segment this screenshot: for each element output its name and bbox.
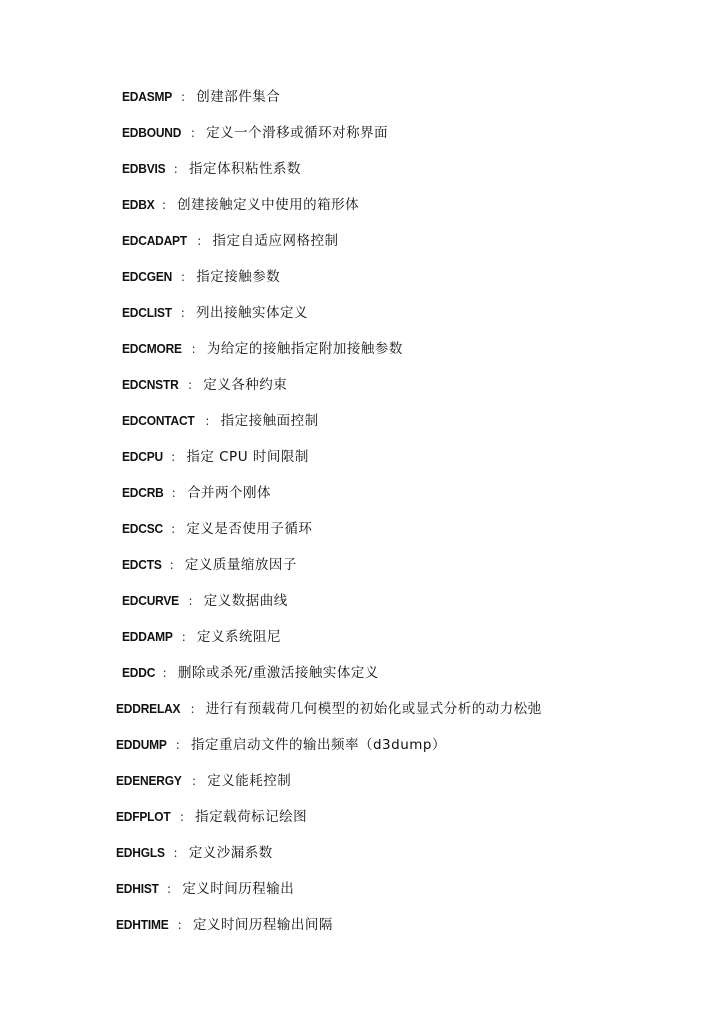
command-name: EDCLIST [122,305,172,320]
separator: ： [168,846,185,860]
entry-edclist [122,304,308,322]
separator: ： [192,234,209,248]
command-name: EDCPU [122,449,163,464]
entry-edcsc [122,520,312,538]
command-name: EDDC [122,665,156,680]
separator: ： [165,558,181,572]
entry-edenergy [116,772,291,790]
separator: ： [176,306,193,320]
entry-edasmp [122,88,280,106]
entry-edcgen [122,268,280,286]
command-name: EDDRELAX [116,701,181,716]
command-name: EDDUMP [116,737,167,752]
command-name: EDBX [122,197,155,212]
entry-edbound [122,124,388,142]
command-name: EDBVIS [122,161,166,176]
separator: ： [162,882,179,896]
command-description: 定义一个滑移或循环对称界面 [206,125,389,141]
separator: ： [176,90,193,104]
entry-edhist [116,880,294,898]
separator: ： [167,486,184,500]
command-description: 定义沙漏系数 [188,845,273,861]
command-name: EDHTIME [116,917,169,932]
entry-edcrb [122,484,271,502]
separator: ： [200,414,217,428]
command-description: 指定接触面控制 [220,413,319,429]
command-description: 指定重启动文件的输出频率（d3dump） [190,737,446,753]
command-description: 指定体积粘性系数 [189,161,302,177]
command-description: 定义能耗控制 [207,773,292,789]
command-description: 指定载荷标记绘图 [195,809,308,825]
entry-edcts [122,556,297,574]
command-description: 定义数据曲线 [203,593,288,609]
separator: ： [187,342,203,356]
command-name: EDFPLOT [116,809,171,824]
command-description: 创建部件集合 [196,89,281,105]
entry-edcnstr [122,376,287,394]
separator: ： [183,594,200,608]
command-description: 删除或杀死/重激活接触实体定义 [177,665,379,681]
command-description: 指定自适应网格控制 [212,233,339,249]
entry-edbvis [122,160,301,178]
entry-edcpu [122,448,309,466]
command-name: EDASMP [122,89,173,104]
command-description: 合并两个刚体 [187,485,272,501]
command-description: 定义各种约束 [203,377,288,393]
separator: ： [185,702,202,716]
command-description: 列出接触实体定义 [196,305,309,321]
entry-edcontact [122,412,319,430]
separator: ： [166,522,183,536]
separator: ： [176,270,193,284]
command-name: EDENERGY [116,773,182,788]
separator: ： [166,450,183,464]
command-name: EDHGLS [116,845,165,860]
command-description: 定义时间历程输出 [182,881,295,897]
separator: ： [175,810,192,824]
command-name: EDCTS [122,557,162,572]
command-description: 进行有预载荷几何模型的初始化或显式分析的动力松弛 [205,701,542,717]
command-description: 指定 CPU 时间限制 [186,449,309,465]
command-description: 定义系统阻尼 [196,629,281,645]
entry-edcmore [122,340,403,358]
separator: ： [157,198,174,212]
command-name: EDCADAPT [122,233,187,248]
separator: ： [186,126,203,140]
command-description: 定义质量缩放因子 [184,557,297,573]
command-name: EDDAMP [122,629,173,644]
command-name: EDCGEN [122,269,173,284]
command-description: 为给定的接触指定附加接触参数 [206,341,403,357]
separator: ： [177,630,193,644]
command-name: EDCRB [122,485,164,500]
entry-edcadapt [122,232,338,250]
command-description: 创建接触定义中使用的箱形体 [177,197,360,213]
entry-edbx [122,196,359,214]
separator: ： [171,738,187,752]
command-description: 指定接触参数 [196,269,281,285]
command-name: EDBOUND [122,125,182,140]
command-name: EDCURVE [122,593,179,608]
command-name: EDCMORE [122,341,182,356]
command-description: 定义是否使用子循环 [186,521,313,537]
command-name: EDCONTACT [122,413,195,428]
entry-eddump [116,736,446,754]
command-description: 定义时间历程输出间隔 [192,917,333,933]
entry-eddamp [122,628,281,646]
separator: ： [169,162,186,176]
separator: ： [187,774,204,788]
entry-edcurve [122,592,288,610]
entry-edhtime [116,916,333,934]
entry-edhgls [116,844,273,862]
separator: ： [183,378,200,392]
entry-eddc [122,664,379,682]
separator: ： [173,918,189,932]
separator: ： [158,666,174,680]
command-name: EDCSC [122,521,163,536]
command-name: EDCNSTR [122,377,179,392]
command-name: EDHIST [116,881,159,896]
entry-edfplot [116,808,307,826]
entry-eddrelax [116,700,542,718]
